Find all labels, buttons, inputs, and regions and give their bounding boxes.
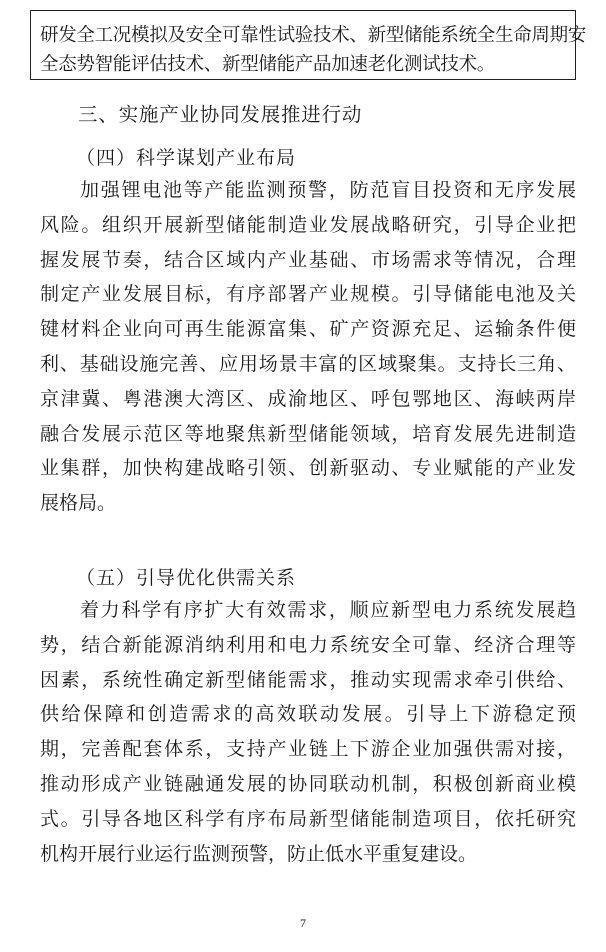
- paragraph-line: 供给保障和创造需求的高效联动发展。引导上下游稳定预: [40, 703, 576, 726]
- paragraph-line: 业集群，加快构建战略引领、创新驱动、专业赋能的产业发: [40, 457, 576, 480]
- subsection-5-paragraph: [40, 593, 576, 871]
- paragraph-line: 式。引导各地区科学有序布局新型储能制造项目，依托研究: [40, 807, 576, 830]
- paragraph-line: 制定产业发展目标，有序部署产业规模。引导储能电池及关: [40, 283, 576, 306]
- paragraph-line: 利、基础设施完善、应用场景丰富的区域聚集。支持长三角、: [40, 352, 576, 375]
- paragraph-line: 键材料企业向可再生能源富集、矿产资源充足、运输条件便: [40, 318, 576, 341]
- boxed-text-line: 研发全工况模拟及安全可靠性试验技术、新型储能系统全生命周期安: [40, 25, 587, 46]
- paragraph-line: 推动形成产业链融通发展的协同联动机制，积极创新商业模: [40, 772, 576, 795]
- boxed-text-line: 全态势智能评估技术、新型储能产品加速老化测试技术。: [40, 54, 496, 75]
- subsection-4-paragraph: [40, 173, 576, 521]
- section-heading: 三、实施产业协同发展推进行动: [78, 103, 363, 126]
- paragraph-line: 期，完善配套体系，支持产业链上下游企业加强供需对接，: [40, 738, 576, 761]
- paragraph-line: 融合发展示范区等地聚焦新型储能领域，培育发展先进制造: [40, 422, 576, 445]
- paragraph-line: 机构开展行业运行监测预警，防止低水平重复建设。: [40, 842, 478, 865]
- paragraph-line: 加强锂电池等产能监测预警，防范盲目投资和无序发展: [80, 179, 576, 201]
- paragraph-line: 着力科学有序扩大有效需求，顺应新型电力系统发展趋: [80, 599, 576, 621]
- paragraph-line: 京津冀、粤港澳大湾区、成渝地区、呼包鄂地区、海峡两岸: [40, 387, 576, 410]
- paragraph-line: 势，结合新能源消纳利用和电力系统安全可靠、经济合理等: [40, 633, 576, 656]
- paragraph-line: 握发展节奏，结合区域内产业基础、市场需求等情况，合理: [40, 248, 576, 271]
- subsection-5-title: （五）引导优化供需关系: [76, 567, 297, 589]
- paragraph-line: 展格局。: [40, 492, 117, 515]
- subsection-4-title: （四）科学谋划产业布局: [76, 147, 297, 169]
- page-number: 7: [300, 916, 306, 930]
- paragraph-line: 因素，系统性确定新型储能需求，推动实现需求牵引供给、: [40, 668, 576, 691]
- boxed-text-block: [30, 10, 587, 80]
- paragraph-line: 风险。组织开展新型储能制造业发展战略研究，引导企业把: [40, 213, 576, 236]
